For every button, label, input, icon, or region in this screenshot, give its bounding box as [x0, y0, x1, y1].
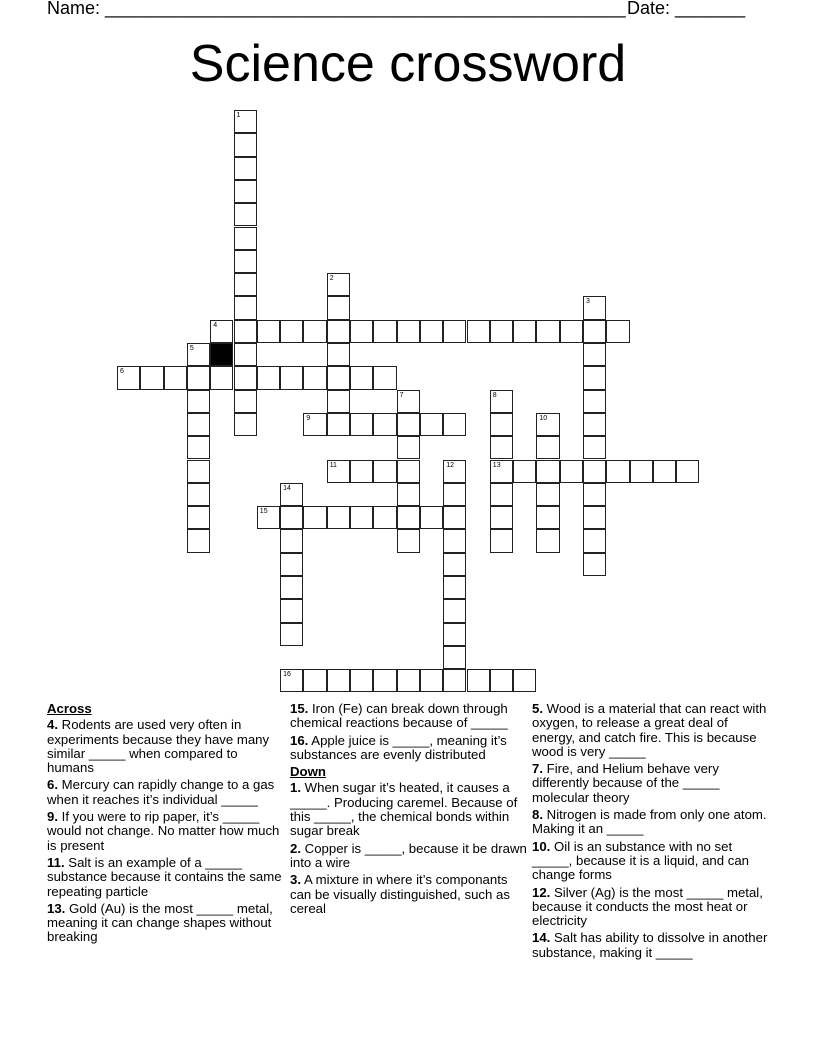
grid-cell[interactable] [187, 366, 210, 389]
grid-cell[interactable] [467, 669, 490, 692]
clue-number: 9 [306, 414, 311, 422]
grid-cell[interactable] [350, 669, 373, 692]
grid-cell[interactable] [443, 623, 466, 646]
grid-cell[interactable] [420, 506, 443, 529]
grid-cell[interactable] [303, 320, 326, 343]
grid-cell[interactable] [443, 576, 466, 599]
clue-number: 8 [492, 391, 497, 399]
grid-cell[interactable] [583, 506, 606, 529]
grid-cell[interactable] [606, 320, 629, 343]
grid-cell[interactable] [373, 320, 396, 343]
grid-cell[interactable] [280, 669, 303, 692]
grid-cell[interactable] [234, 390, 257, 413]
clue-text: Rodents are used very often in experiments because they have many similar _____ when compared to humans [47, 717, 270, 776]
grid-cell[interactable] [536, 460, 559, 483]
grid-cell[interactable] [140, 366, 163, 389]
clue-number: 12 [446, 461, 454, 469]
grid-cell[interactable] [234, 203, 257, 226]
grid-cell[interactable] [280, 506, 303, 529]
clue-text: Apple juice is _____, meaning it’s substances are evenly distributed [290, 732, 507, 762]
clue-text: When sugar it’s heated, it causes a _____. Producing caremel. Because of this _____, the chemical bonds within sugar break [290, 780, 518, 839]
grid-cell[interactable] [490, 460, 513, 483]
grid-cell[interactable] [373, 506, 396, 529]
grid-cell[interactable] [327, 296, 350, 319]
grid-cell[interactable] [513, 669, 536, 692]
grid-cell[interactable] [490, 483, 513, 506]
grid-cell[interactable] [397, 390, 420, 413]
grid-cell[interactable] [583, 460, 606, 483]
grid-cell[interactable] [327, 366, 350, 389]
down-clue [290, 781, 530, 838]
clue-text: Salt is an example of a _____ substance because it contains the same repeating particle [47, 854, 282, 899]
grid-cell[interactable] [234, 413, 257, 436]
grid-cell[interactable] [397, 506, 420, 529]
clue-number: 6 [120, 368, 124, 376]
grid-cell[interactable] [513, 460, 536, 483]
grid-cell[interactable] [583, 413, 606, 436]
across-clue [290, 702, 530, 731]
clue-number: 2. [290, 840, 301, 856]
grid-cell[interactable] [187, 529, 210, 552]
clue-text: Gold (Au) is the most _____ metal, meaning it can change shapes without breaking [47, 900, 273, 945]
clue-text: Wood is a material that can react with oxygen, to release a great deal of energy, and catch fire. This is because wood is very _____ [532, 701, 767, 759]
grid-cell[interactable] [490, 436, 513, 459]
across-clue [47, 810, 285, 853]
grid-cell[interactable] [443, 506, 466, 529]
grid-cell[interactable] [187, 436, 210, 459]
clue-number: 14. [532, 930, 551, 946]
grid-cell[interactable] [606, 460, 629, 483]
grid-cell[interactable] [327, 460, 350, 483]
grid-cell[interactable] [257, 366, 280, 389]
grid-cell[interactable] [327, 506, 350, 529]
grid-cell[interactable] [490, 390, 513, 413]
grid-cell[interactable] [583, 483, 606, 506]
grid-cell[interactable] [350, 413, 373, 436]
clue-text: Silver (Ag) is the most _____ metal, because it conducts the most heat or electricity [532, 884, 763, 929]
grid-cell[interactable] [187, 343, 210, 366]
grid-cell[interactable] [303, 669, 326, 692]
across-clue [47, 718, 285, 775]
grid-cell[interactable] [257, 506, 280, 529]
grid-cell[interactable] [280, 599, 303, 622]
name-field[interactable]: Name: ____________________________________________________ [47, 0, 626, 18]
grid-cell[interactable] [490, 320, 513, 343]
grid-cell[interactable] [350, 320, 373, 343]
black-cell [210, 343, 233, 366]
clue-number: 15. [290, 701, 309, 716]
grid-cell[interactable] [187, 460, 210, 483]
grid-cell[interactable] [490, 506, 513, 529]
down-clue [532, 931, 772, 960]
grid-cell[interactable] [536, 483, 559, 506]
grid-cell[interactable] [397, 483, 420, 506]
grid-cell[interactable] [303, 413, 326, 436]
grid-cell[interactable] [536, 506, 559, 529]
grid-cell[interactable] [583, 436, 606, 459]
grid-cell[interactable] [257, 320, 280, 343]
grid-cell[interactable] [280, 529, 303, 552]
clue-number: 15 [259, 508, 268, 516]
grid-cell[interactable] [234, 320, 257, 343]
grid-cell[interactable] [490, 529, 513, 552]
grid-cell[interactable] [583, 343, 606, 366]
grid-cell[interactable] [420, 413, 443, 436]
grid-cell[interactable] [443, 669, 466, 692]
grid-cell[interactable] [397, 413, 420, 436]
grid-cell[interactable] [420, 669, 443, 692]
grid-cell[interactable] [676, 460, 699, 483]
clue-text: Iron (Fe) can break down through chemical reactions because of _____ [290, 701, 508, 731]
grid-cell[interactable] [234, 227, 257, 250]
clue-number: 9. [47, 809, 58, 825]
clue-number: 13. [47, 900, 66, 916]
clue-text: A mixture in where it’s componants can be visually distinguished, such as cereal [290, 872, 510, 916]
clue-number: 10 [539, 414, 548, 422]
grid-cell[interactable] [234, 366, 257, 389]
grid-cell[interactable] [467, 320, 490, 343]
grid-cell[interactable] [630, 460, 653, 483]
grid-cell[interactable] [536, 320, 559, 343]
grid-cell[interactable] [583, 296, 606, 319]
grid-cell[interactable] [303, 506, 326, 529]
down-clue [532, 808, 772, 837]
grid-cell[interactable] [583, 390, 606, 413]
grid-cell[interactable] [350, 506, 373, 529]
clue-text: Salt has ability to dissolve in another substance, making it _____ [532, 930, 768, 960]
grid-cell[interactable] [234, 343, 257, 366]
grid-cell[interactable] [443, 553, 466, 576]
clue-number: 12. [532, 884, 551, 900]
grid-cell[interactable] [583, 529, 606, 552]
down-clue [532, 762, 772, 805]
clue-number: 6. [47, 777, 58, 793]
across-clue [290, 734, 530, 763]
clue-number: 7 [399, 391, 404, 399]
grid-cell[interactable] [443, 483, 466, 506]
across-clue [47, 856, 285, 899]
grid-cell[interactable] [583, 553, 606, 576]
clue-text: Copper is _____, because it be drawn into a wire [290, 840, 527, 870]
clue-number: 1 [236, 112, 241, 119]
grid-cell[interactable] [373, 460, 396, 483]
grid-cell[interactable] [234, 180, 257, 203]
clue-number: 5 [189, 345, 194, 352]
grid-cell[interactable] [280, 623, 303, 646]
date-field[interactable]: Date: _______ [627, 0, 746, 18]
grid-cell[interactable] [164, 366, 187, 389]
grid-cell[interactable] [234, 250, 257, 273]
grid-cell[interactable] [443, 529, 466, 552]
grid-cell[interactable] [373, 366, 396, 389]
grid-cell[interactable] [490, 669, 513, 692]
grid-cell[interactable] [443, 646, 466, 669]
grid-cell[interactable] [210, 366, 233, 389]
grid-cell[interactable] [397, 529, 420, 552]
grid-cell[interactable] [280, 553, 303, 576]
grid-cell[interactable] [653, 460, 676, 483]
grid-cell[interactable] [373, 669, 396, 692]
grid-cell[interactable] [187, 390, 210, 413]
grid-cell[interactable] [443, 460, 466, 483]
clue-number: 13 [492, 461, 501, 469]
grid-cell[interactable] [210, 320, 233, 343]
grid-cell[interactable] [280, 576, 303, 599]
grid-cell[interactable] [350, 460, 373, 483]
grid-cell[interactable] [327, 669, 350, 692]
down-heading: Down [290, 764, 326, 780]
grid-cell[interactable] [234, 296, 257, 319]
grid-cell[interactable] [327, 390, 350, 413]
grid-cell[interactable] [327, 343, 350, 366]
grid-cell[interactable] [280, 320, 303, 343]
grid-cell[interactable] [536, 436, 559, 459]
grid-cell[interactable] [560, 320, 583, 343]
page-title: Science crossword [189, 35, 627, 93]
clue-number: 5. [532, 701, 543, 716]
clue-text: Oil is an substance with no set _____, because it is a liquid, and can change forms [532, 838, 750, 883]
clue-text: Fire, and Helium behave very differently because of the _____ molecular theory [532, 761, 720, 805]
clue-number: 3 [586, 298, 590, 306]
clue-number: 16 [283, 671, 291, 679]
grid-cell[interactable] [443, 413, 466, 436]
grid-cell[interactable] [280, 366, 303, 389]
grid-cell[interactable] [583, 366, 606, 389]
grid-cell[interactable] [397, 669, 420, 692]
clue-text: Nitrogen is made from only one atom. Making it an _____ [532, 807, 767, 837]
grid-cell[interactable] [350, 366, 373, 389]
grid-cell[interactable] [327, 273, 350, 296]
clue-number: 4 [213, 321, 218, 329]
grid-cell[interactable] [397, 320, 420, 343]
grid-cell[interactable] [187, 413, 210, 436]
grid-cell[interactable] [583, 320, 606, 343]
grid-cell[interactable] [536, 529, 559, 552]
grid-cell[interactable] [234, 157, 257, 180]
grid-cell[interactable] [280, 483, 303, 506]
across-clue [47, 902, 285, 945]
grid-cell[interactable] [560, 460, 583, 483]
clues-column-1 [47, 702, 285, 948]
clue-number: 2 [329, 275, 334, 283]
grid-cell[interactable] [397, 460, 420, 483]
clue-number: 8. [532, 807, 543, 823]
grid-cell[interactable] [373, 413, 396, 436]
clue-number: 3. [290, 872, 301, 888]
grid-cell[interactable] [234, 110, 257, 133]
grid-cell[interactable] [536, 413, 559, 436]
clue-number: 1. [290, 780, 301, 796]
across-clue [47, 778, 285, 807]
grid-cell[interactable] [490, 413, 513, 436]
down-clue [290, 873, 530, 916]
grid-cell[interactable] [234, 273, 257, 296]
clue-number: 14 [283, 484, 291, 492]
clue-text: Mercury can rapidly change to a gas when it reaches it’s individual _____ [47, 777, 275, 807]
grid-cell[interactable] [443, 320, 466, 343]
clue-number: 10. [532, 838, 551, 854]
clue-number: 16. [290, 732, 309, 748]
down-clue [532, 840, 772, 883]
clues-column-3 [532, 702, 772, 963]
across-heading: Across [47, 701, 92, 716]
clue-number: 7. [532, 761, 543, 777]
grid-cell[interactable] [443, 599, 466, 622]
down-clue [290, 842, 530, 871]
grid-cell[interactable] [397, 436, 420, 459]
clue-number: 11. [47, 854, 65, 870]
clue-number: 4. [47, 717, 58, 733]
grid-cell[interactable] [234, 133, 257, 156]
clues-column-2 [290, 702, 530, 919]
clue-text: If you were to rip paper, it’s _____ would not change. No matter how much is present [47, 809, 280, 853]
grid-cell[interactable] [303, 366, 326, 389]
grid-cell[interactable] [187, 483, 210, 506]
down-clue [532, 886, 772, 929]
grid-cell[interactable] [327, 320, 350, 343]
clue-number: 11 [329, 461, 337, 469]
grid-cell[interactable] [513, 320, 536, 343]
grid-cell[interactable] [327, 413, 350, 436]
grid-cell[interactable] [420, 320, 443, 343]
grid-cell[interactable] [187, 506, 210, 529]
grid-cell[interactable] [117, 366, 140, 389]
down-clue [532, 702, 772, 759]
